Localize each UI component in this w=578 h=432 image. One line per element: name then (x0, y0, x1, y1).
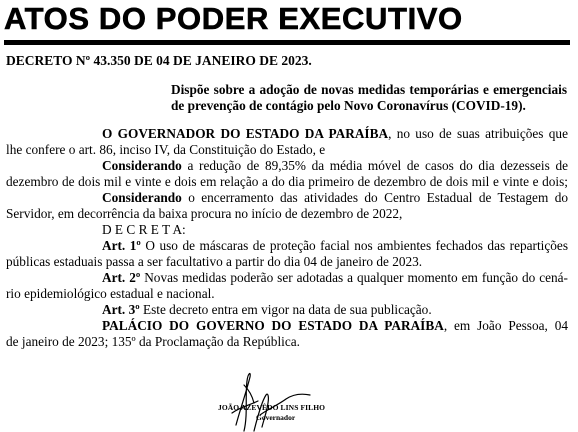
text-span: o encerramento das atividades do Centro Estadual de Testagem do (181, 190, 568, 205)
ementa-line: Dispõe sobre a adoção de novas medidas temporárias e emergenciais (171, 82, 567, 97)
decree-body (6, 126, 568, 350)
considerando-label: Considerando (102, 158, 182, 173)
decree-ementa (171, 82, 567, 114)
text-span: , em João Pessoa, 04 (443, 318, 568, 333)
paragraph-line: lhe confere o art. 86, inciso IV, da Constituição do Estado, e (6, 142, 326, 157)
decree-title: DECRETO Nº 43.350 DE 04 DE JANEIRO DE 2023. (6, 53, 312, 68)
article-label: Art. 1º (102, 238, 141, 253)
article-3 (6, 302, 568, 318)
signatory-role: Governador (256, 413, 296, 422)
palace-paragraph (6, 318, 568, 334)
paragraph-line: de janeiro de 2023; 135º da Proclamação da República. (6, 334, 300, 349)
article-1 (6, 238, 568, 254)
text-span: Este decreto entra em vigor na data de sua publicação. (139, 302, 432, 317)
paragraph-line: públicas estaduais passa a ser facultativo a partir do dia 04 de janeiro de 2023. (6, 254, 423, 269)
paragraph-line: rio epidemiológico estadual e nacional. (6, 286, 215, 301)
paragraph-line: dezembro de dois mil e vinte e dois em relação a do dia primeiro de dezembro de dois mil e vinte e dois; (6, 174, 568, 189)
considerando-2 (6, 190, 568, 206)
text-span: O uso de máscaras de proteção facial nos ambientes fechados das repartições (140, 238, 568, 253)
text-span: a redução de 89,35% da média móvel de casos do dia dezesseis de (181, 158, 568, 173)
palace-heading: PALÁCIO DO GOVERNO DO ESTADO DA PARAÍBA (102, 318, 444, 333)
section-header (0, 0, 578, 46)
governor-heading: O GOVERNADOR DO ESTADO DA PARAÍBA (102, 126, 389, 141)
article-label: Art. 2º (102, 270, 141, 285)
signatory-name: JOÃO AZEVÊDO LINS FILHO (218, 403, 326, 412)
paragraph-line: Servidor, em decorrência da baixa procura no início de dezembro de 2022, (6, 206, 403, 221)
ementa-line: de prevenção de contágio pelo Novo Coronavírus (COVID-19). (171, 98, 526, 113)
article-label: Art. 3º (102, 302, 140, 317)
header-rule (4, 40, 570, 45)
considerando-1 (6, 158, 568, 174)
article-2 (6, 270, 568, 286)
decreta-label: D E C R E T A: (102, 222, 186, 237)
text-span: Novas medidas poderão ser adotadas a qualquer momento em função do cená- (140, 270, 568, 285)
section-title: ATOS DO PODER EXECUTIVO (4, 1, 463, 36)
text-span: , no uso de suas atribuições que (388, 126, 568, 141)
governor-paragraph (6, 126, 568, 142)
considerando-label: Considerando (102, 190, 182, 205)
